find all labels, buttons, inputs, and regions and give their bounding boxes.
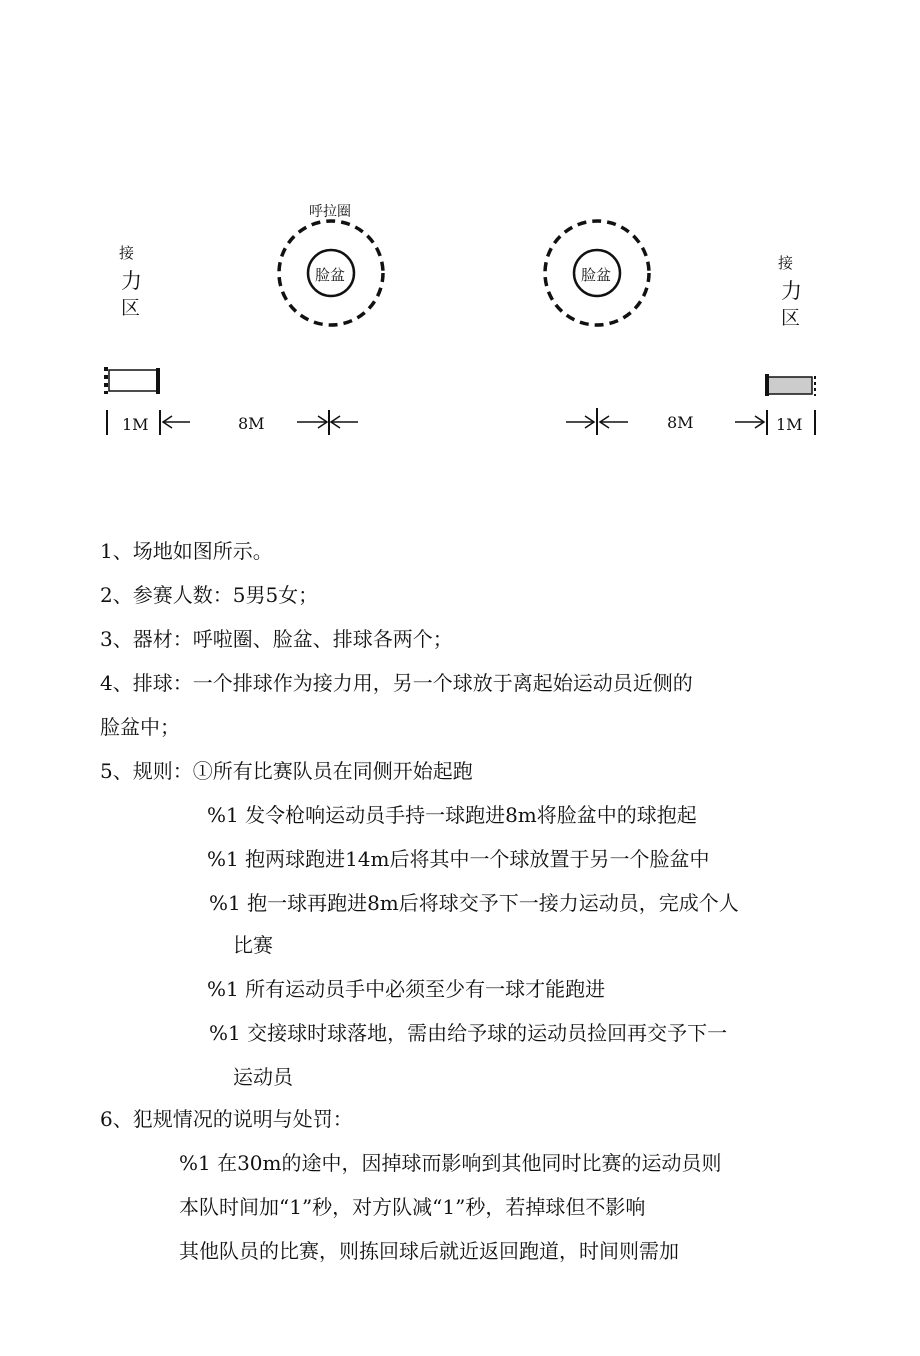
hoop-label: 呼拉圈	[309, 204, 351, 220]
left-1m-label: 1M	[122, 415, 149, 434]
right-relay-label-3: 区	[781, 307, 801, 329]
left-relay-label-3: 区	[121, 297, 141, 319]
foul-para-line-3: 其他队员的比赛，则拣回球后就近返回跑道，时间则需加	[179, 1239, 679, 1263]
left-relay-zone	[106, 367, 158, 394]
item-2-participants: 2、参赛人数：5男5女；	[100, 583, 319, 607]
item-3-equipment: 3、器材：呼啦圈、脸盆、排球各两个；	[100, 627, 453, 651]
right-relay-label-1: 接	[778, 254, 794, 272]
left-8m-label: 8M	[238, 414, 265, 433]
item-1-field: 1、场地如图所示。	[100, 539, 273, 563]
rule-step-3-cont: 比赛	[233, 933, 273, 957]
left-relay-label-2: 力	[121, 269, 142, 293]
right-1m-label: 1M	[776, 415, 803, 434]
item-5-rules: 5、规则：①所有比赛队员在同侧开始起跑	[100, 759, 473, 783]
rule-step-1: %1 发令枪响运动员手持一球跑进8m将脸盆中的球抱起	[207, 803, 697, 827]
left-relay-label-1: 接	[119, 244, 135, 262]
right-basin-label: 脸盆	[581, 266, 612, 284]
foul-para-line-1: %1 在30m的途中，因掉球而影响到其他同时比赛的运动员则	[179, 1151, 722, 1175]
item-4-volleyball: 4、排球：一个排球作为接力用，另一个球放于离起始运动员近侧的	[100, 671, 693, 695]
right-relay-zone	[767, 374, 815, 396]
right-relay-label-2: 力	[781, 279, 802, 303]
right-8m-label: 8M	[667, 413, 694, 432]
left-basin-label: 脸盆	[315, 266, 346, 284]
item-6-fouls: 6、犯规情况的说明与处罚：	[100, 1107, 353, 1131]
rule-step-2: %1 抱两球跑进14m后将其中一个球放置于另一个脸盆中	[207, 847, 710, 871]
field-diagram	[0, 0, 920, 480]
rule-step-4: %1 所有运动员手中必须至少有一球才能跑进	[207, 977, 606, 1001]
rule-step-5-cont: 运动员	[233, 1065, 293, 1089]
rule-step-3: %1 抱一球再跑进8m后将球交予下一接力运动员，完成个人	[209, 891, 739, 915]
foul-para-line-2: 本队时间加“1”秒，对方队减“1”秒，若掉球但不影响	[179, 1195, 646, 1219]
item-4-volleyball-cont: 脸盆中；	[100, 715, 180, 739]
rule-step-5: %1 交接球时球落地，需由给予球的运动员捡回再交予下一	[209, 1021, 728, 1045]
